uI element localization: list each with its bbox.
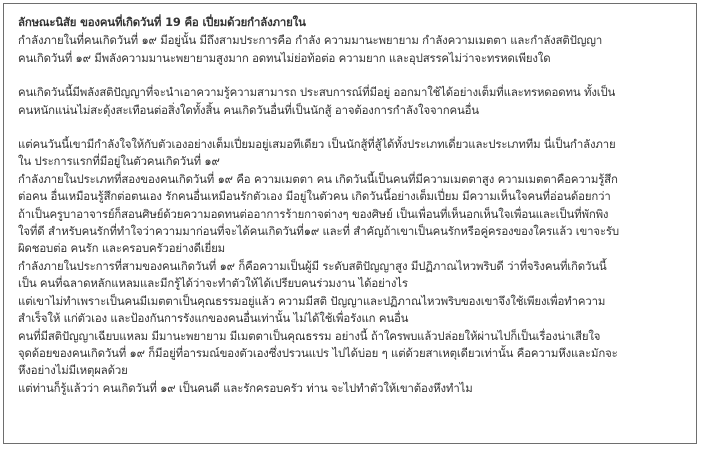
text-line: กำลังภายในประการที่สามของคนเกิดวันที่ ๑๙ ก็คือความเป็นผู้มี ระดับสติปัญญาสูง มีปฏิภาณไหวพริบดี ว่าที่จริงคนที่เกิดวันนี้	[18, 258, 607, 273]
text-line: กำลังภายในที่คนเกิดวันที่ ๑๙ มีอยู่นั้น มีถึงสามประการคือ กำลัง ความมานะพยายาม กำลังความเมตตา และกำลังสติปัญญา	[18, 33, 603, 48]
text-line: คนเกิดวันที่ ๑๙ มีพลังความมานะพยายามสูงมาก อดทนไม่ย่อท้อต่อ ความยาก และอุปสรรคไม่ว่าจะทรหดเพียงใด	[18, 50, 551, 65]
text-line: แต่เขาไม่ทำเพราะเป็นคนมีเมตตาเป็นคุณธรรมอยู่แล้ว ความมีสติ ปัญญาและปฏิภาณไหวพริบของเขาจึงใช้เพียงเพื่อทำความ	[18, 293, 606, 308]
text-line: กำลังภายในประเภทที่สองของคนเกิดวันที่ ๑๙ คือ ความเมตตา คน เกิดวันนี้เป็นคนที่มีความเมตตาสูง ความเมตตาคือความรู้สึก	[18, 171, 618, 186]
paragraph-3	[18, 136, 690, 397]
text-line: ใจที่ดี สำหรับคนรักที่ทำใจว่าความมาก่อนที่จะได้คนเกิดวันที่๑๙ และที่ สำคัญถ้าเขาเป็นคนรักหรือคู่ครองของใครแล้ว เขาจะรับ	[18, 224, 619, 239]
article-frame	[3, 3, 697, 444]
article-title: ลักษณะนิสัย ของคนที่เกิดวันที่ 19 คือ เปี่ยมด้วยกำลังภายใน	[18, 15, 306, 29]
text-line: คนเกิดวันนี้มีพลังสติปัญญาที่จะนำเอาความรู้ความสามารถ ประสบการณ์ที่มีอยู่ ออกมาใช้ได้อย่างเต็มที่และทรหดอดทน ทั้งเป็น	[18, 85, 616, 100]
text-line: เป็น คนที่ฉลาดหลักแหลมและมีกรู้ได้ว่าจะทำตัวให้ได้เปรียบคนร่วมงาน ได้อย่างไร	[18, 276, 408, 291]
paragraph-spacer	[18, 119, 690, 136]
paragraph-2	[18, 84, 690, 119]
text-line: หึงอย่างไม่มีเหตุผลด้วย	[18, 363, 128, 378]
article-content	[18, 14, 690, 397]
paragraph-spacer	[18, 67, 690, 84]
text-line: คนหนักแน่นไม่สะดุ้งสะเทือนต่อสิ่งใดทั้งสิ้น คนเกิดวันอื่นที่เป็นนักสู้ อาจต้องการกำลังใจจากคนอื่น	[18, 102, 479, 117]
text-line: ต่อคน อื่นเหมือนรู้สึกต่อตนเอง รักคนอื่นเหมือนรักตัวเอง มีอยู่ในตัวคน เกิดวันนี้อย่างเต็มเปี่ยม มีความเห็นใจคนที่อ่อนด้อยกว่า	[18, 189, 611, 204]
text-line: แต่ท่านก็รู้แล้วว่า คนเกิดวันที่ ๑๙ เป็นคนดี และรักครอบครัว ท่าน จะไปทำตัวให้เขาต้องหึงทำไม	[18, 380, 473, 395]
text-line: ใน ประการแรกที่มีอยู่ในตัวคนเกิดวันที่ ๑๙	[18, 154, 220, 169]
text-line: สำเร็จให้ แก่ตัวเอง และป้องกันการรังแกของคนอื่นเท่านั้น ไม่ได้ใช้เพื่อรังแก คนอื่น	[18, 311, 409, 326]
text-line: ถ้าเป็นครูบาอาจารย์ก็สอนศิษย์ด้วยความอดทนต่ออาการร้ายกาจต่างๆ ของศิษย์ เป็นเพื่อนที่เห็นอกเห็นใจเพื่อนและเป็นที่พักพิง	[18, 206, 609, 221]
text-line: ผิดชอบต่อ คนรัก และครอบครัวอย่างดีเยี่ยม	[18, 241, 225, 256]
paragraph-1	[18, 32, 690, 67]
text-line: แต่คนวันนี้เขามีกำลังใจให้กับตัวเองอย่างเต็มเปี่ยมอยู่เสมอทีเดียว เป็นนักสู้ที่สู้ได้ทั้งประเภทเดี่ยวและประเภททีม นี่เป็นกำลังภาย	[18, 137, 616, 152]
text-line: คนที่มีสติปัญญาเฉียบแหลม มีมานะพยายาม มีเมตตาเป็นคุณธรรม อย่างนี้ ถ้าใครพบแล้วปล่อยให้ผ่านไปก็เป็นเรื่องน่าเสียใจ	[18, 328, 601, 343]
text-line: จุดด้อยของคนเกิดวันที่ ๑๙ ก็มีอยู่ที่อารมณ์ของตัวเองซึ่งปรวนแปร ไปได้บ่อย ๆ แต่ด้วยสาเหตุเดียวเท่านั้น คือความหึงและมักจะ	[18, 345, 618, 360]
